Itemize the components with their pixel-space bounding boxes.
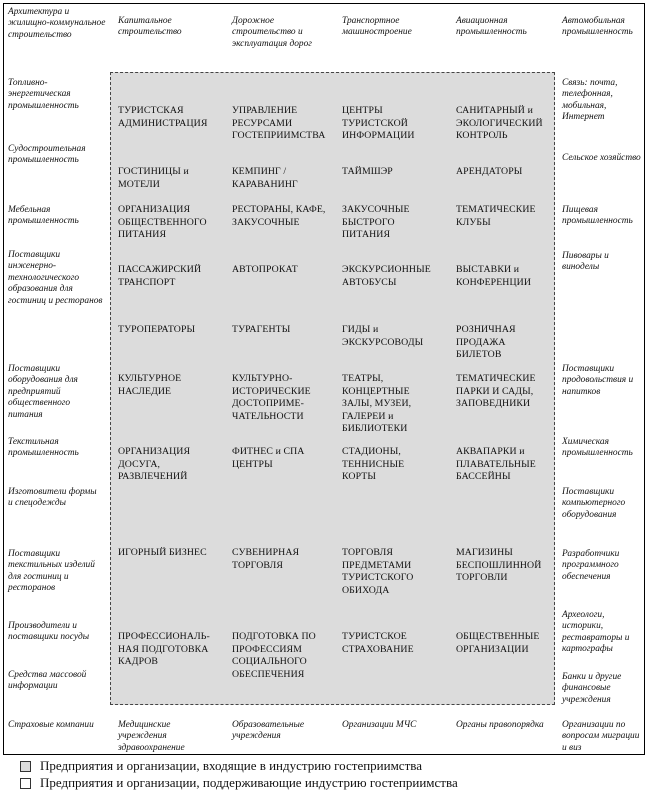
core-fast-food: ЗАКУСОЧНЫЕ БЫСТРОГО ПИТАНИЯ bbox=[342, 204, 410, 241]
left-item-textile: Текстильная промышленность bbox=[8, 437, 79, 459]
header-architecture: Архитектура и жилищно-коммунальное строительство bbox=[8, 7, 106, 40]
left-item-furniture: Мебельная промышленность bbox=[8, 205, 79, 227]
legend-swatch-support bbox=[20, 778, 31, 789]
left-item-catering-equipment: Поставщики оборудования для предприятий общественного питания bbox=[8, 364, 78, 420]
core-restaurants: РЕСТОРАНЫ, КАФЕ, ЗАКУСОЧНЫЕ bbox=[232, 204, 326, 228]
core-theme-clubs: ТЕМАТИЧЕСКИЕ КЛУБЫ bbox=[456, 204, 536, 228]
core-public-organizations: ОБЩЕСТВЕННЫЕ ОРГАНИЗАЦИИ bbox=[456, 631, 540, 655]
header-road-construction: Дорожное строительство и эксплуатация дорог bbox=[232, 16, 312, 49]
core-social-training: ПОДГОТОВКА ПО ПРОФЕССИЯМ СОЦИАЛЬНОГО ОБЕСПЕЧЕНИЯ bbox=[232, 631, 316, 680]
right-item-brewers: Пивовары и виноделы bbox=[562, 251, 609, 273]
right-item-food-suppliers: Поставщики продовольствия и напитков bbox=[562, 364, 634, 397]
core-souvenir-trade: СУВЕНИРНАЯ ТОРГОВЛЯ bbox=[232, 547, 300, 571]
core-hotels-motels: ГОСТИНИЦЫ и МОТЕЛИ bbox=[118, 166, 189, 190]
right-item-communications: Связь: почта, телефонная, мобильная, Интернет bbox=[562, 78, 618, 123]
right-item-archaeologists: Археологи, историки, реставраторы и картографы bbox=[562, 610, 630, 655]
core-gambling: ИГОРНЫЙ БИЗНЕС bbox=[118, 547, 207, 558]
right-item-agriculture: Сельское хозяйство bbox=[562, 153, 641, 163]
legend-core-label: Предприятия и организации, входящие в индустрию гостеприимства bbox=[40, 758, 422, 773]
left-item-uniform: Изготовители формы и спецодежды bbox=[8, 487, 97, 509]
core-tourist-goods-trade: ТОРГОВЛЯ ПРЕДМЕТАМИ ТУРИСТСКОГО ОБИХОДА bbox=[342, 547, 414, 596]
bottom-emergency: Организации МЧС bbox=[342, 720, 417, 730]
core-sanitary-control: САНИТАРНЫЙ и ЭКОЛОГИЧЕСКИЙ КОНТРОЛЬ bbox=[456, 105, 543, 142]
core-guides: ГИДЫ и ЭКСКУРСОВОДЫ bbox=[342, 324, 424, 348]
core-stadiums: СТАДИОНЫ, ТЕННИСНЫЕ КОРТЫ bbox=[342, 446, 405, 483]
right-item-software: Разработчики программного обеспечения bbox=[562, 549, 620, 582]
core-tourist-insurance: ТУРИСТСКОЕ СТРАХОВАНИЕ bbox=[342, 631, 414, 655]
bottom-migration: Организации по вопросам миграции и виз bbox=[562, 720, 640, 753]
core-historic-sights: КУЛЬТУРНО-ИСТОРИЧЕСКИЕ ДОСТОПРИМЕ-ЧАТЕЛЬНОСТИ bbox=[232, 373, 311, 422]
core-fitness-spa: ФИТНЕС и СПА ЦЕНТРЫ bbox=[232, 446, 305, 470]
core-duty-free: МАГИЗИНЫ БЕСПОШЛИННОЙ ТОРГОВЛИ bbox=[456, 547, 542, 584]
bottom-law-enforcement: Органы правопорядка bbox=[456, 720, 544, 730]
left-item-fuel-energy: Топливно-энергетическая промышленность bbox=[8, 78, 79, 111]
left-item-engineering-education: Поставщики инженерно-технологического образования для гостиниц и ресторанов bbox=[8, 250, 103, 306]
core-cultural-heritage: КУЛЬТУРНОЕ НАСЛЕДИЕ bbox=[118, 373, 182, 397]
legend-swatch-core bbox=[20, 761, 31, 772]
header-automotive: Автомобильная промышленность bbox=[562, 16, 633, 38]
core-catering-organization: ОРГАНИЗАЦИЯ ОБЩЕСТВЕННОГО ПИТАНИЯ bbox=[118, 204, 207, 241]
core-camping: КЕМПИНГ / КАРАВАНИНГ bbox=[232, 166, 298, 190]
core-excursion-buses: ЭКСКУРСИОННЫЕ АВТОБУСЫ bbox=[342, 264, 431, 288]
core-professional-training: ПРОФЕССИОНАЛЬ-НАЯ ПОДГОТОВКА КАДРОВ bbox=[118, 631, 210, 668]
left-item-shipbuilding: Судостроительная промышленность bbox=[8, 144, 86, 166]
bottom-education: Образовательные учреждения bbox=[232, 720, 304, 742]
left-item-textile-suppliers: Поставщики текстильных изделий для гостиниц и ресторанов bbox=[8, 549, 95, 594]
left-item-tableware: Производители и поставщики посуды bbox=[8, 621, 90, 643]
right-item-chemical: Химическая промышленность bbox=[562, 437, 633, 459]
core-theme-parks: ТЕМАТИЧЕСКИЕ ПАРКИ И САДЫ, ЗАПОВЕДНИКИ bbox=[456, 373, 536, 410]
bottom-insurance: Страховые компании bbox=[8, 720, 94, 730]
legend-support-label: Предприятия и организации, поддерживающие индустрию гостеприимства bbox=[40, 775, 458, 790]
core-aquaparks: АКВАПАРКИ и ПЛАВАТЕЛЬНЫЕ БАССЕЙНЫ bbox=[456, 446, 536, 483]
header-capital-construction: Капитальное строительство bbox=[118, 16, 182, 38]
right-item-computer-hardware: Поставщики компьютерного оборудования bbox=[562, 487, 626, 520]
right-item-banks: Банки и другие финансовые учреждения bbox=[562, 672, 622, 705]
core-car-rental: АВТОПРОКАТ bbox=[232, 264, 298, 275]
core-tourist-administration: ТУРИСТСКАЯ АДМИНИСТРАЦИЯ bbox=[118, 105, 208, 129]
left-item-mass-media: Средства массовой информации bbox=[8, 670, 87, 692]
core-timeshare: ТАЙМШЭР bbox=[342, 166, 393, 177]
core-tour-operators: ТУРОПЕРАТОРЫ bbox=[118, 324, 196, 335]
core-theatres-museums: ТЕАТРЫ, КОНЦЕРТНЫЕ ЗАЛЫ, МУЗЕИ, ГАЛЕРЕИ и БИБЛИОТЕКИ bbox=[342, 373, 412, 435]
header-aviation: Авиационная промышленность bbox=[456, 16, 527, 38]
right-item-food-industry: Пищевая промышленность bbox=[562, 205, 633, 227]
core-exhibitions: ВЫСТАВКИ и КОНФЕРЕНЦИИ bbox=[456, 264, 531, 288]
core-tourist-info-centers: ЦЕНТРЫ ТУРИСТСКОЙ ИНФОРМАЦИИ bbox=[342, 105, 415, 142]
bottom-medical: Медицинские учреждения здравоохранение bbox=[118, 720, 185, 753]
core-tenants: АРЕНДАТОРЫ bbox=[456, 166, 523, 177]
core-ticket-sales: РОЗНИЧНАЯ ПРОДАЖА БИЛЕТОВ bbox=[456, 324, 516, 361]
core-leisure-organization: ОРГАНИЗАЦИЯ ДОСУГА, РАЗВЛЕЧЕНИЙ bbox=[118, 446, 191, 483]
header-transport-engineering: Транспортное машиностроение bbox=[342, 16, 412, 38]
core-travel-agents: ТУРАГЕНТЫ bbox=[232, 324, 291, 335]
core-passenger-transport: ПАССАЖИРСКИЙ ТРАНСПОРТ bbox=[118, 264, 202, 288]
core-hospitality-resources: УПРАВЛЕНИЕ РЕСУРСАМИ ГОСТЕПРИИМСТВА bbox=[232, 105, 326, 142]
